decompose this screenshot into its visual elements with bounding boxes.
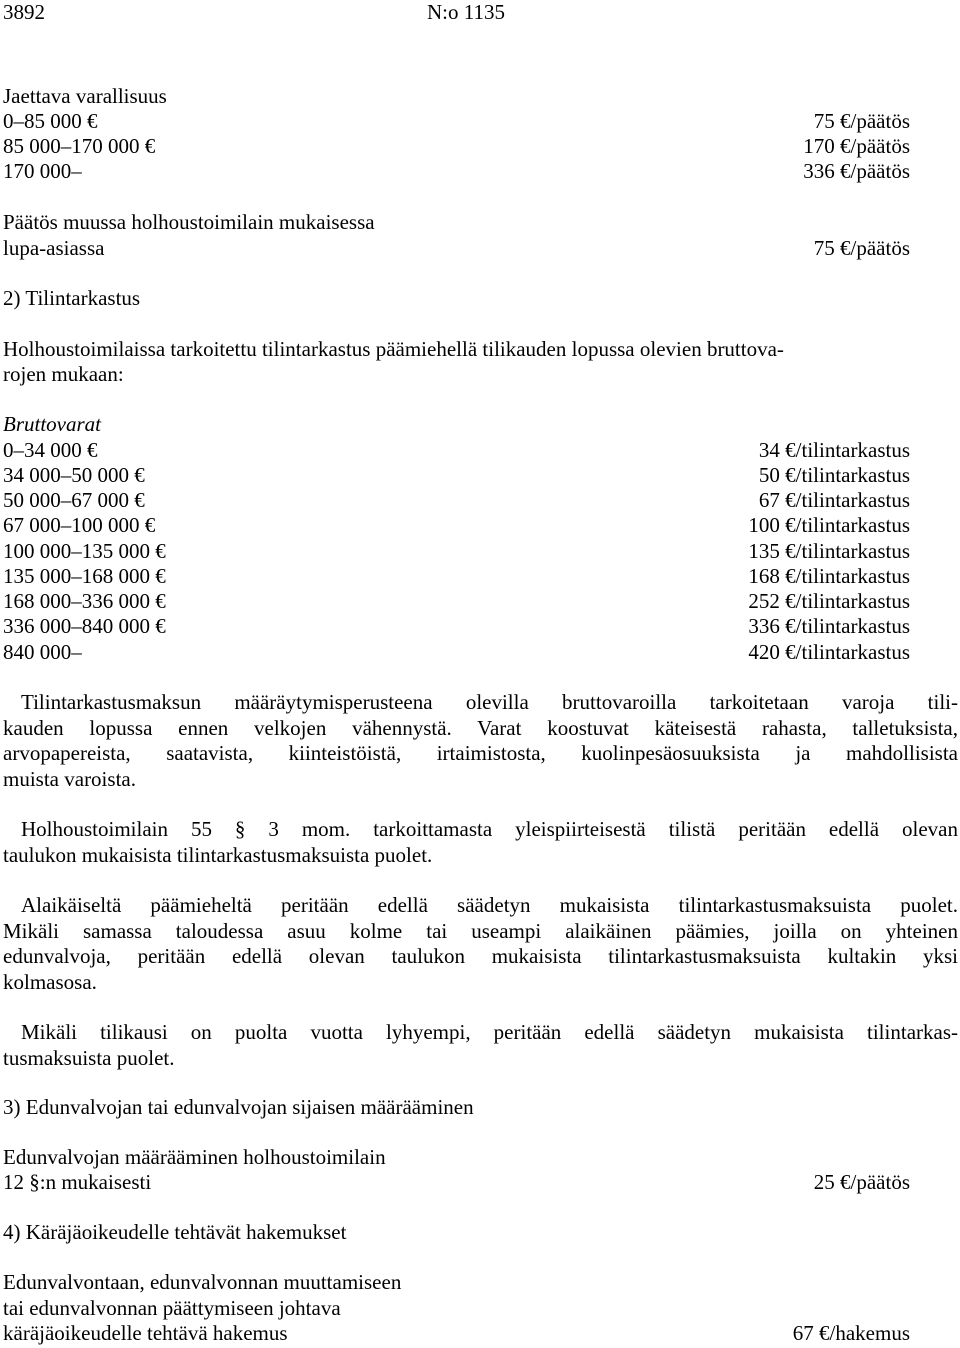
audit-fee: 168 €/tilintarkastus (748, 564, 910, 588)
audit-range: 67 000–100 000 € (3, 513, 156, 537)
audit-range: 840 000– (3, 640, 82, 664)
paragraph-line: kauden lopussa ennen velkojen vähennystä. Varat koostuvat käteisestä rahasta, talletuksista, (3, 715, 958, 740)
audit-range: 50 000–67 000 € (3, 488, 145, 512)
court-line-3: käräjäoikeudelle tehtävä hakemus (3, 1321, 288, 1345)
audit-fee: 100 €/tilintarkastus (748, 513, 910, 537)
audit-fee: 34 €/tilintarkastus (758, 438, 910, 462)
audit-paragraph-2 (3, 817, 958, 868)
audit-range: 168 000–336 000 € (3, 589, 166, 613)
court-fee: 67 €/hakemus (792, 1321, 910, 1345)
guardian-fee: 25 €/päätös (813, 1170, 910, 1194)
paragraph-line: Holhoustoimilain 55 § 3 mom. tarkoittamasta yleispiirteisestä tilistä peritään edellä olevan (21, 817, 958, 841)
audit-table-title: Bruttovarat (3, 412, 101, 436)
audit-paragraph-4 (3, 1020, 958, 1071)
audit-paragraph-1 (3, 690, 958, 792)
paragraph-line: arvopapereista, saatavista, kiinteistöistä, irtaimistosta, kuolinpesäosuuksista ja mahdollisista (3, 741, 958, 765)
permit-decision-fee: 75 €/päätös (813, 236, 910, 260)
guardian-line-1: Edunvalvojan määrääminen holhoustoimilain (3, 1145, 386, 1169)
permit-decision-row (3, 236, 910, 262)
audit-range: 100 000–135 000 € (3, 539, 166, 563)
paragraph-line: tusmaksuista puolet. (3, 1045, 175, 1070)
paragraph-line: edunvalvoja, peritään edellä olevan taulukon mukaisista tilintarkastusmaksuista kultakin yksi (3, 944, 958, 968)
estate-table-title: Jaettava varallisuus (3, 84, 167, 108)
paragraph-line: kolmasosa. (3, 969, 97, 994)
paragraph-line: Mikäli samassa taloudessa asuu kolme tai useampi alaikäinen päämies, joilla on yhteinen (3, 918, 958, 943)
audit-fee: 252 €/tilintarkastus (748, 589, 910, 613)
audit-intro-line-2: rojen mukaan: (3, 362, 124, 386)
audit-fee-row (3, 488, 910, 514)
court-line-1: Edunvalvontaan, edunvalvonnan muuttamiseen (3, 1270, 402, 1294)
audit-fee: 336 €/tilintarkastus (748, 614, 910, 638)
audit-fee-row (3, 564, 910, 590)
audit-fee-row (3, 539, 910, 565)
paragraph-line: Tilintarkastusmaksun määräytymisperusteena olevilla bruttovaroilla tarkoitetaan varoja tili- (21, 690, 958, 714)
court-line-2: tai edunvalvonnan päättymiseen johtava (3, 1296, 341, 1320)
audit-fee-row (3, 438, 910, 464)
estate-fee: 336 €/päätös (803, 159, 910, 183)
decision-number: N:o 1135 (427, 0, 505, 24)
paragraph-line: taulukon mukaisista tilintarkastusmaksuista puolet. (3, 842, 433, 867)
audit-fee: 420 €/tilintarkastus (748, 640, 910, 664)
estate-fee: 170 €/päätös (803, 134, 910, 158)
audit-fee-row (3, 589, 910, 615)
estate-fee-row (3, 159, 910, 185)
estate-fee-row (3, 109, 910, 135)
court-heading: 4) Käräjäoikeudelle tehtävät hakemukset (3, 1220, 347, 1244)
audit-fee-row (3, 614, 910, 640)
audit-intro-line-1: Holhoustoimilaissa tarkoitettu tilintarkastus päämiehellä tilikauden lopussa olevien bruttova- (3, 337, 784, 361)
permit-decision-line-2: lupa-asiassa (3, 236, 105, 260)
permit-decision-line-1: Päätös muussa holhoustoimilain mukaisessa (3, 210, 375, 234)
guardian-row (3, 1170, 910, 1196)
estate-fee: 75 €/päätös (813, 109, 910, 133)
paragraph-line: Alaikäiseltä päämieheltä peritään edellä säädetyn mukaisista tilintarkastusmaksuista puolet. (21, 893, 958, 917)
audit-range: 135 000–168 000 € (3, 564, 166, 588)
audit-range: 0–34 000 € (3, 438, 98, 462)
audit-fee: 135 €/tilintarkastus (748, 539, 910, 563)
guardian-heading: 3) Edunvalvojan tai edunvalvojan sijaisen määrääminen (3, 1095, 474, 1119)
audit-fee-row (3, 513, 910, 539)
audit-heading: 2) Tilintarkastus (3, 286, 141, 310)
paragraph-line: Mikäli tilikausi on puolta vuotta lyhyempi, peritään edellä säädetyn mukaisista tilintarkas- (21, 1020, 958, 1044)
audit-fee-row (3, 463, 910, 489)
guardian-line-2: 12 §:n mukaisesti (3, 1170, 152, 1194)
paragraph-line: muista varoista. (3, 766, 136, 791)
page-number: 3892 (3, 0, 45, 24)
estate-range: 170 000– (3, 159, 82, 183)
estate-fee-row (3, 134, 910, 160)
estate-range: 85 000–170 000 € (3, 134, 156, 158)
audit-paragraph-3 (3, 893, 958, 995)
estate-range: 0–85 000 € (3, 109, 98, 133)
audit-range: 34 000–50 000 € (3, 463, 145, 487)
audit-range: 336 000–840 000 € (3, 614, 166, 638)
court-row (3, 1321, 910, 1347)
audit-fee: 67 €/tilintarkastus (758, 488, 910, 512)
audit-fee-row (3, 640, 910, 666)
audit-fee: 50 €/tilintarkastus (758, 463, 910, 487)
